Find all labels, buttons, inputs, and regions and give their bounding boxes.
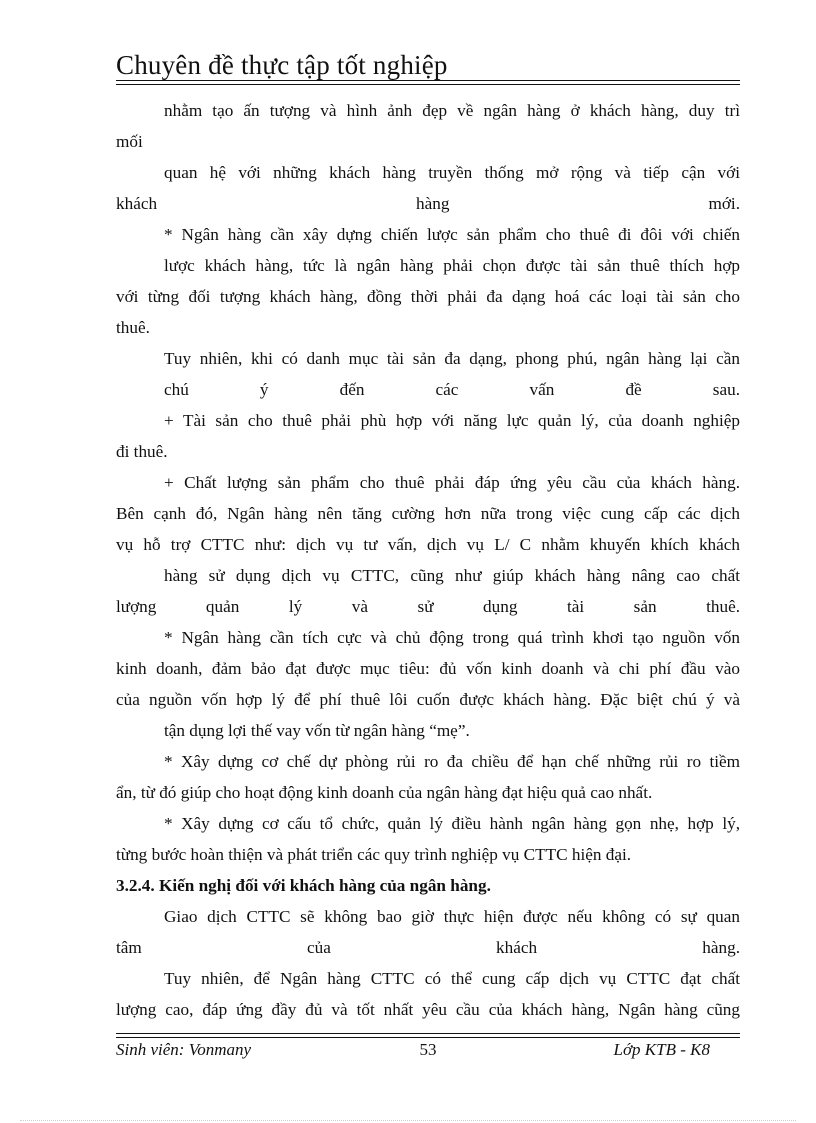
body-line: lượng cao, đáp ứng đầy đủ và tốt nhất yêu cầu của khách hàng, Ngân hàng cũng (116, 1000, 740, 1019)
body-line: mối (116, 132, 143, 151)
footer-student: Sinh viên: Vonmany (116, 1040, 252, 1059)
body-line: tâm của khách hàng. (116, 938, 740, 957)
body-line: Bên cạnh đó, Ngân hàng nên tăng cường hơn nữa trong việc cung cấp các dịch (116, 504, 740, 523)
document-body (116, 95, 740, 1025)
body-line: nhằm tạo ấn tượng và hình ảnh đẹp về ngân hàng ở khách hàng, duy trì (164, 101, 740, 120)
body-line: ẩn, từ đó giúp cho hoạt động kinh doanh của ngân hàng đạt hiệu quả cao nhất. (116, 783, 653, 802)
body-line: đi thuê. (116, 442, 168, 461)
body-line: lượng quản lý và sử dụng tài sản thuê. (116, 597, 740, 616)
page-header-title: Chuyên đề thực tập tốt nghiệp (116, 50, 448, 80)
body-line: chú ý đến các vấn đề sau. (164, 380, 740, 399)
body-line: * Ngân hàng cần xây dựng chiến lược sản phẩm cho thuê đi đôi với chiến (164, 225, 740, 244)
body-line: * Xây dựng cơ cấu tổ chức, quản lý điều hành ngân hàng gọn nhẹ, hợp lý, (164, 814, 740, 833)
body-line: khách hàng mới. (116, 194, 740, 213)
body-line: Giao dịch CTTC sẽ không bao giờ thực hiện được nếu không có sự quan (164, 907, 740, 926)
body-line: từng bước hoàn thiện và phát triển các quy trình nghiệp vụ CTTC hiện đại. (116, 845, 632, 864)
footer-page-number: 53 (419, 1040, 437, 1059)
body-line: * Xây dựng cơ chế dự phòng rủi ro đa chiều để hạn chế những rủi ro tiềm (164, 752, 740, 771)
body-line: Tuy nhiên, để Ngân hàng CTTC có thể cung cấp dịch vụ CTTC đạt chất (164, 969, 740, 988)
header-double-rule (116, 80, 740, 81)
body-line: thuê. (116, 318, 150, 337)
body-line: + Chất lượng sản phẩm cho thuê phải đáp ứng yêu cầu của khách hàng. (164, 473, 740, 492)
body-line: quan hệ với những khách hàng truyền thống mở rộng và tiếp cận với (164, 163, 740, 182)
page-footer (116, 1040, 740, 1066)
footer-double-rule (116, 1033, 740, 1034)
body-line: * Ngân hàng cần tích cực và chủ động trong quá trình khơi tạo nguồn vốn (164, 628, 740, 647)
footer-class: Lớp KTB - K8 (613, 1040, 710, 1059)
body-line: Tuy nhiên, khi có danh mục tài sản đa dạng, phong phú, ngân hàng lại cần (164, 349, 740, 368)
body-line: vụ hỗ trợ CTTC như: dịch vụ tư vấn, dịch vụ L/ C nhằm khuyến khích khách (116, 535, 740, 554)
body-line: với từng đối tượng khách hàng, đồng thời phải đa dạng hoá các loại tài sản cho (116, 287, 740, 306)
body-line: lược khách hàng, tức là ngân hàng phải chọn được tài sản thuê thích hợp (164, 256, 740, 275)
section-heading: 3.2.4. Kiến nghị đối với khách hàng của ngân hàng. (116, 876, 491, 895)
body-line: tận dụng lợi thế vay vốn từ ngân hàng “mẹ”. (164, 721, 470, 740)
body-line: hàng sử dụng dịch vụ CTTC, cũng như giúp khách hàng nâng cao chất (164, 566, 740, 585)
body-line: + Tài sản cho thuê phải phù hợp với năng lực quản lý, của doanh nghiệp (164, 411, 740, 430)
page-bottom-dotted-border (20, 1120, 796, 1121)
body-line: của nguồn vốn hợp lý để phí thuê lôi cuốn được khách hàng. Đặc biệt chú ý và (116, 690, 740, 709)
body-line: kinh doanh, đảm bảo đạt được mục tiêu: đủ vốn kinh doanh và chi phí đầu vào (116, 659, 740, 678)
